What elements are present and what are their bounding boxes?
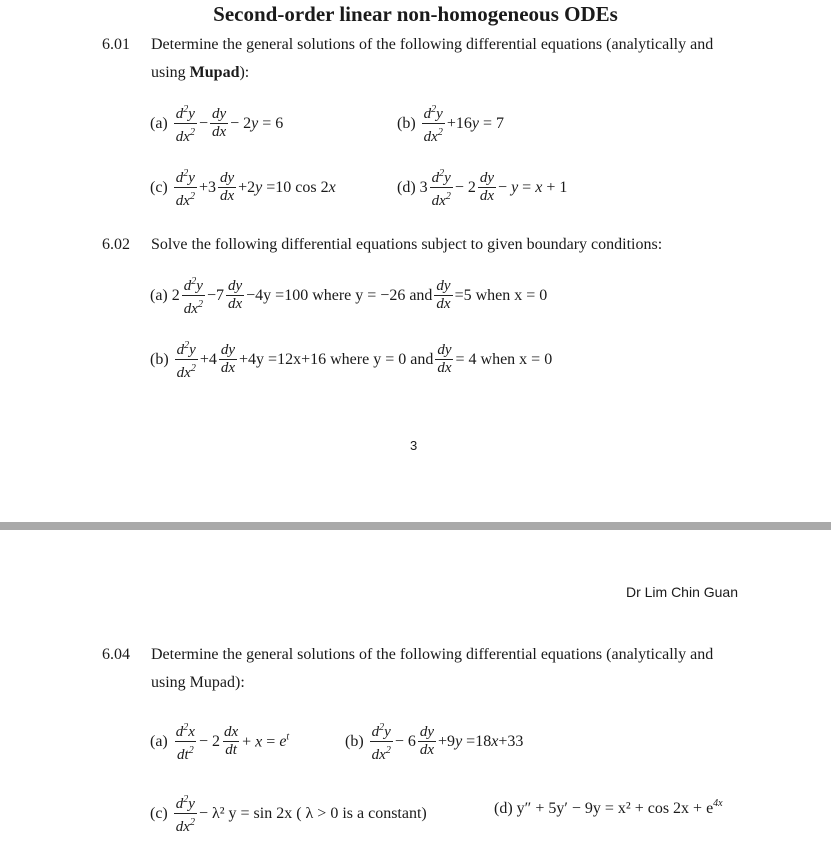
equation-604-c: (c) $\frac{d^2y}{dx^2}$ − λ² y = sin 2x ( λ > 0 is a constant) xyxy=(150,794,427,835)
problem-number-602: 6.02 xyxy=(102,236,130,253)
problem-604-text-line2: using Mupad): xyxy=(151,674,245,691)
equation-601-c: (c) $\frac{d^2y}{dx^2}$ +3 $\frac{dy}{dx}$ +2y =10 cos 2x xyxy=(150,168,336,209)
author-name: Dr Lim Chin Guan xyxy=(625,584,738,600)
page-number: 3 xyxy=(410,438,418,453)
equation-602-a: (a) 2 $\frac{d^2y}{dx^2}$ −7 $\frac{dy}{dx}$ −4y =100 where y = −26 and $\frac{dy}{dx}$ =5 when x = 0 xyxy=(150,276,548,317)
equation-602-b: (b) $\frac{d^2y}{dx^2}$ +4 $\frac{dy}{dx}$ +4y =12x+16 where y = 0 and $\frac{dy}{dx}$ = 4 when x = 0 xyxy=(150,340,553,381)
problem-number-604: 6.04 xyxy=(102,646,130,663)
equation-601-d: (d) 3 $\frac{d^2y}{dx^2}$ − 2 $\frac{dy}{dx}$ − y = x + 1 xyxy=(397,168,568,209)
problem-604-text-line1: Determine the general solutions of the following differential equations (analytically and xyxy=(151,646,714,663)
equation-601-a: (a) $\frac{d^2y}{dx^2}$ − $\frac{dy}{dx}$ − 2y = 6 xyxy=(150,104,284,145)
equation-604-a: (a) $\frac{d^2x}{dt^2}$ − 2 $\frac{dx}{dt}$ + $x = e^t$ xyxy=(150,722,290,763)
problem-602-text: Solve the following differential equations subject to given boundary conditions: xyxy=(151,236,663,253)
page-divider xyxy=(0,522,831,530)
equation-604-d: (d) y″ + 5y′ − 9y = x² + cos 2x + e $^{4x}$ xyxy=(494,797,723,817)
problem-601-text-line1: Determine the general solutions of the following differential equations (analytically and xyxy=(151,36,714,53)
problem-number-601: 6.01 xyxy=(102,36,130,53)
equation-601-b: (b) $\frac{d^2y}{dx^2}$ +16y = 7 xyxy=(397,104,504,145)
problem-601-text-line2: using Mupad): xyxy=(151,64,250,81)
page-title: Second-order linear non-homogeneous ODEs xyxy=(213,2,618,26)
equation-604-b: (b) $\frac{d^2y}{dx^2}$ − 6 $\frac{dy}{dx}$ +9y =18x+33 xyxy=(345,722,524,763)
